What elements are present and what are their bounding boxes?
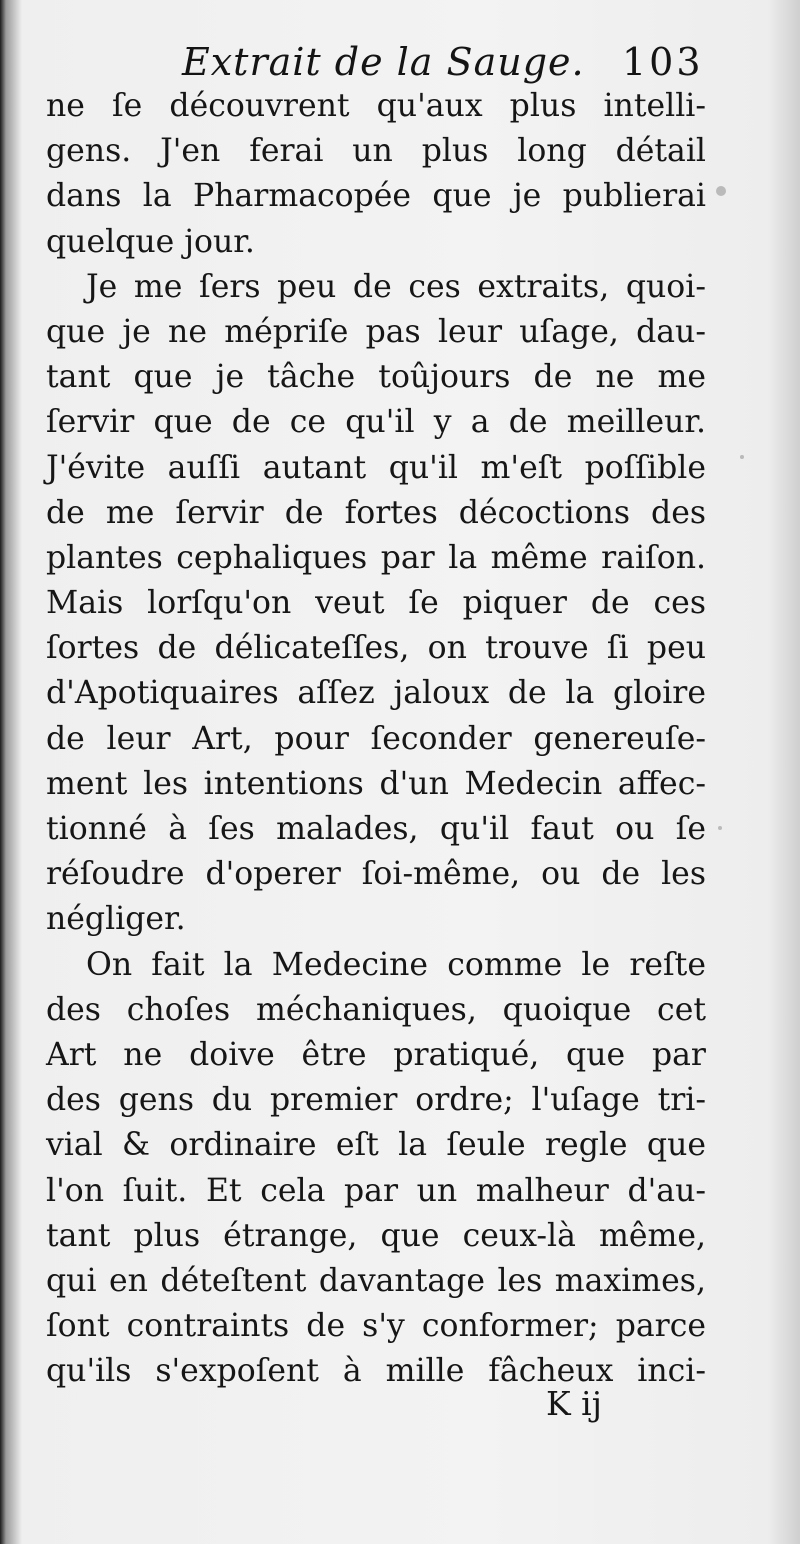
text-line: que je ne mépriſe pas leur uſage, dau- [46, 313, 706, 350]
text-line: tant que je tâche toûjours de ne me [46, 359, 706, 396]
text-line: des gens du premier ordre; l'uſage tri- [46, 1082, 706, 1119]
running-title: Extrait de la Sauge. [182, 40, 585, 84]
text-line: d'Apotiquaires aſſez jaloux de la gloire [46, 675, 706, 712]
text-line: quelque jour. [46, 223, 255, 260]
text-line: des choſes méchaniques, quoique cet [46, 991, 706, 1028]
paragraph-start-line: Je me ſers peu de ces extraits, quoi- [86, 268, 706, 305]
text-line: vial & ordinaire eſt la ſeule regle que [46, 1127, 706, 1164]
text-line: Art ne doive être pratiqué, que par [46, 1036, 706, 1073]
text-line: gens. J'en ferai un plus long détail [46, 133, 706, 170]
text-line: qui en déteſtent davantage les maximes, [46, 1262, 706, 1299]
text-line: tionné à ſes malades, qu'il faut ou ſe [46, 811, 706, 847]
paper-speck [718, 826, 722, 830]
text-line: J'évite auſſi autant qu'il m'eſt poſſible [46, 449, 706, 486]
text-line: de me ſervir de fortes décoctions des [46, 494, 706, 531]
text-line: qu'ils s'expoſent à mille fâcheux inci- [46, 1353, 706, 1390]
text-line: dans la Pharmacopée que je publierai [46, 178, 706, 215]
body-text [46, 84, 706, 1394]
text-line: réſoudre d'operer ſoi-même, ou de les [46, 856, 706, 893]
text-line: de leur Art, pour ſeconder genereuſe- [46, 720, 706, 757]
text-line: Mais lorſqu'on veut ſe piquer de ces [46, 585, 706, 622]
text-line: l'on ſuit. Et cela par un malheur d'au- [46, 1172, 706, 1209]
paper-speck [740, 455, 744, 459]
paper-speck [716, 186, 726, 196]
text-line: ſortes de délicateſſes, on trouve ſi peu [46, 630, 706, 667]
text-line: ne ſe découvrent qu'aux plus intelli- [46, 88, 706, 124]
text-line: ſervir que de ce qu'il y a de meilleur. [46, 404, 706, 441]
text-line: négliger. [46, 901, 186, 938]
text-line: ſont contraints de s'y conformer; parce [46, 1308, 706, 1345]
text-line: tant plus étrange, que ceux-là même, [46, 1217, 706, 1254]
text-line: plantes cephaliques par la même raiſon. [46, 539, 706, 576]
catchword-signature: K ij [546, 1384, 602, 1423]
paragraph-start-line: On fait la Medecine comme le reſte [86, 946, 706, 983]
page-number: 103 [622, 40, 704, 84]
text-line: ment les intentions d'un Medecin affec- [46, 765, 706, 802]
